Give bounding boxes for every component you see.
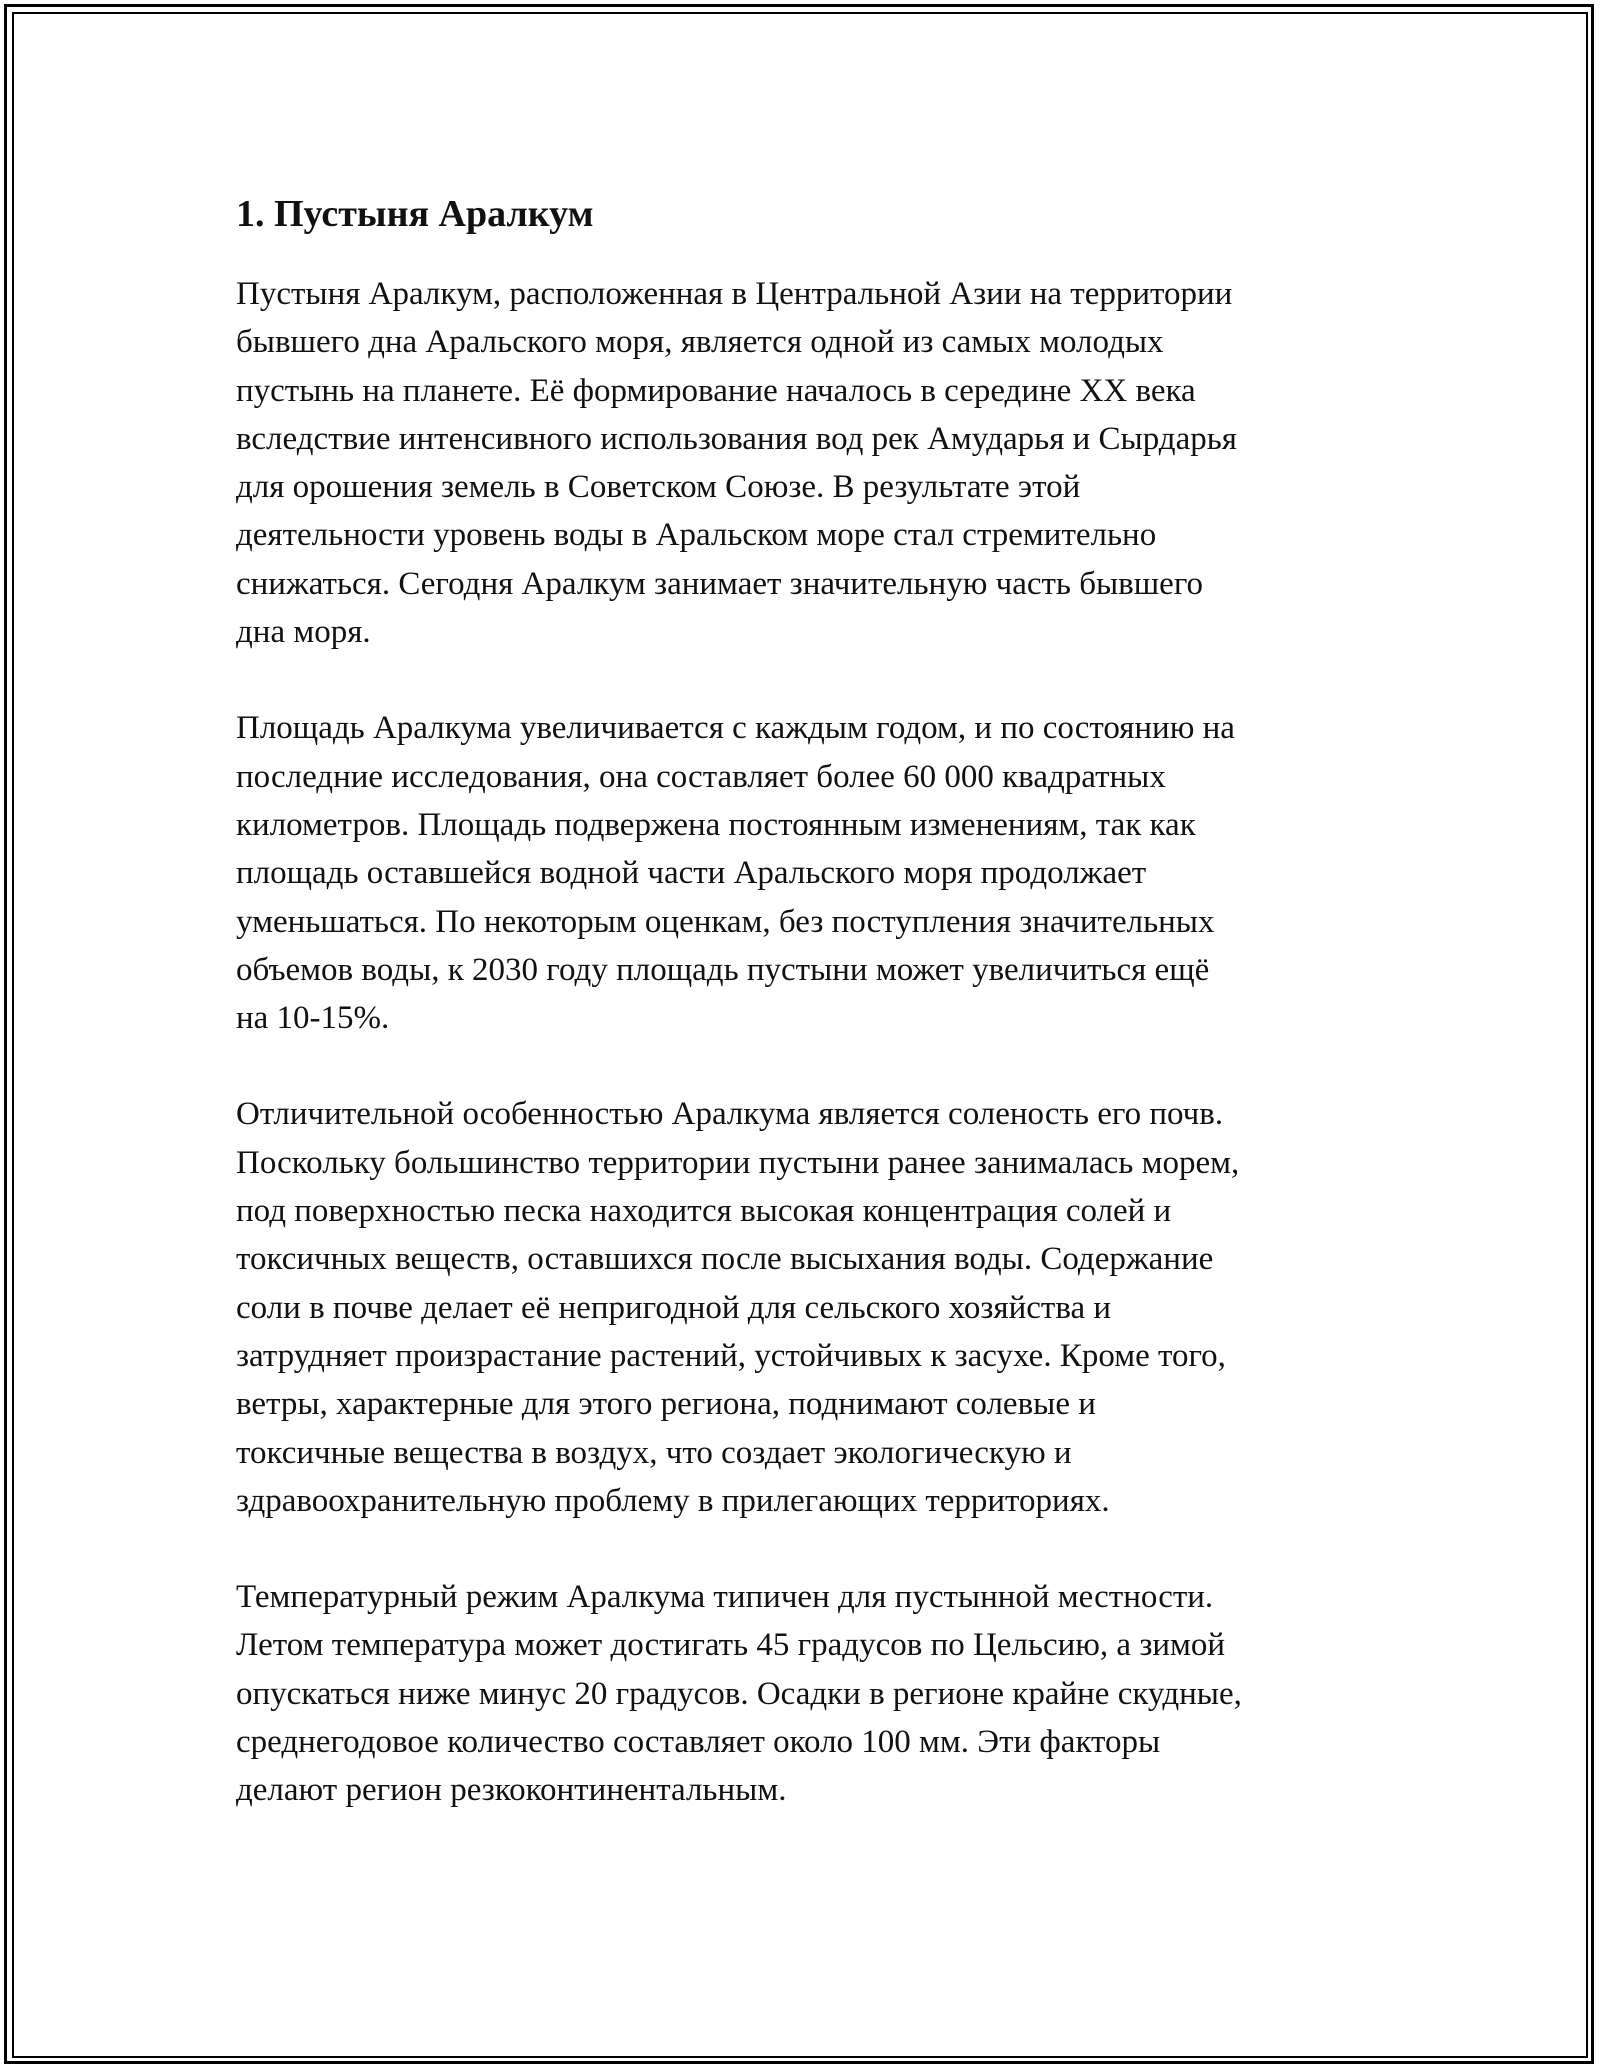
document-body xyxy=(236,186,1376,1863)
text-line: объемов воды, к 2030 году площадь пустыни может увеличиться ещё xyxy=(236,951,1210,988)
text-line: пустынь на планете. Её формирование началось в середине XX века xyxy=(236,372,1196,409)
text-line: для орошения земель в Советском Союзе. В результате этой xyxy=(236,469,1081,506)
text-line: Пустыня Аралкум, расположенная в Центральной Азии на территории xyxy=(236,276,1233,312)
paragraph-3 xyxy=(236,1090,1376,1525)
text-line: Летом температура может достигать 45 градусов по Цельсию, а зимой xyxy=(236,1627,1226,1664)
text-line: бывшего дна Аральского моря, является одной из самых молодых xyxy=(236,324,1164,361)
text-line: делают регион резкоконтинентальным. xyxy=(236,1772,787,1809)
paragraph-2 xyxy=(236,704,1376,1042)
text-line: Температурный режим Аралкума типичен для пустынной местности. xyxy=(236,1579,1214,1616)
text-line: токсичных веществ, оставшихся после высыхания воды. Содержание xyxy=(236,1241,1214,1278)
text-line: деятельности уровень воды в Аральском море стал стремительно xyxy=(236,517,1157,554)
text-line: здравоохранительную проблему в прилегающих территориях. xyxy=(236,1482,1110,1519)
text-line: площадь оставшейся водной части Аральского моря продолжает xyxy=(236,855,1147,892)
text-line: соли в почве делает её непригодной для сельского хозяйства и xyxy=(236,1289,1112,1326)
text-line: на 10-15%. xyxy=(236,1000,390,1037)
paragraph-4 xyxy=(236,1573,1376,1814)
text-line: снижаться. Сегодня Аралкум занимает значительную часть бывшего xyxy=(236,565,1204,602)
paragraph-1 xyxy=(236,270,1376,656)
text-line: вследствие интенсивного использования вод рек Амударья и Сырдарья xyxy=(236,420,1237,457)
text-line: ветры, характерные для этого региона, поднимают солевые и xyxy=(236,1386,1096,1423)
text-line: токсичные вещества в воздух, что создает экологическую и xyxy=(236,1434,1072,1471)
text-line: последние исследования, она составляет более 60 000 квадратных xyxy=(236,758,1166,795)
text-line: опускаться ниже минус 20 градусов. Осадки в регионе крайне скудные, xyxy=(236,1675,1242,1712)
text-line: дна моря. xyxy=(236,614,371,651)
text-line: под поверхностью песка находится высокая концентрация солей и xyxy=(236,1193,1172,1230)
section-heading: 1. Пустыня Аралкум xyxy=(236,193,594,235)
text-line: Поскольку большинство территории пустыни ранее занималась морем, xyxy=(236,1144,1240,1181)
text-line: уменьшаться. По некоторым оценкам, без поступления значительных xyxy=(236,903,1215,940)
text-line: среднегодовое количество составляет около 100 мм. Эти факторы xyxy=(236,1724,1161,1761)
text-line: затрудняет произрастание растений, устойчивых к засухе. Кроме того, xyxy=(236,1337,1226,1374)
text-line: километров. Площадь подвержена постоянным изменениям, так как xyxy=(236,806,1196,843)
text-line: Площадь Аралкума увеличивается с каждым годом, и по состоянию на xyxy=(236,710,1235,747)
text-line: Отличительной особенностью Аралкума является соленость его почв. xyxy=(236,1096,1224,1133)
